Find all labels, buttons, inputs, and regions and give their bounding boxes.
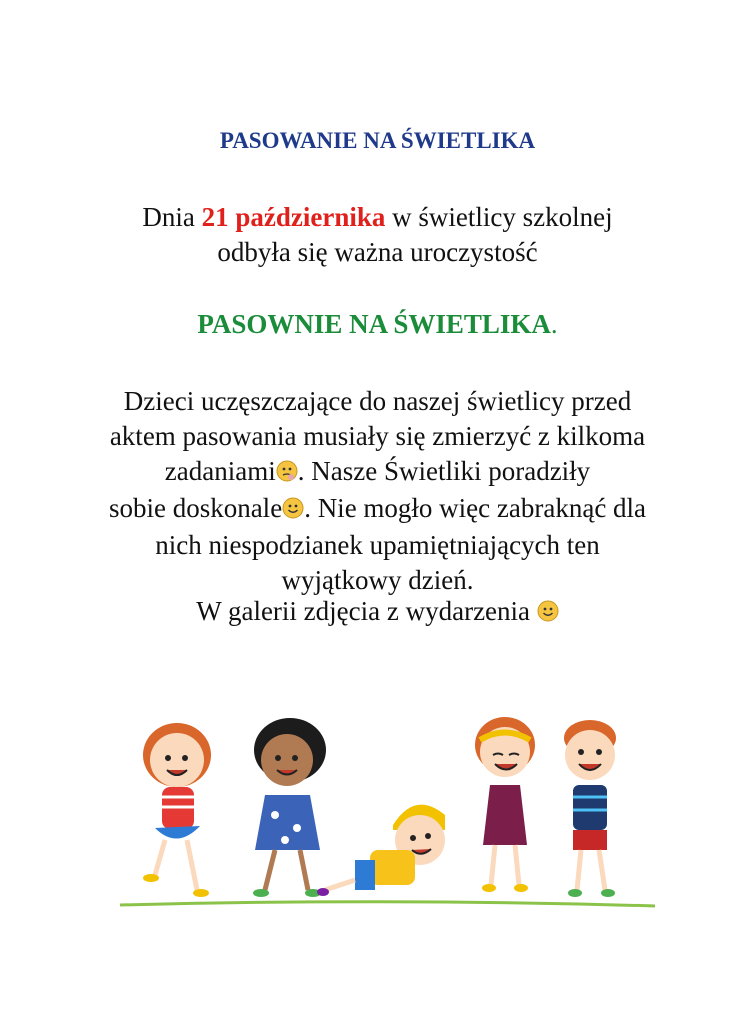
child-girl-dark-hair bbox=[253, 718, 326, 897]
child-boy-lying bbox=[317, 805, 445, 896]
child-girl-headband bbox=[475, 717, 535, 892]
body-paragraph bbox=[70, 384, 685, 598]
body-line-1: Dzieci uczęszczające do naszej świetlicy przed bbox=[123, 386, 632, 416]
gallery-text: W galerii zdjęcia z wydarzenia bbox=[196, 596, 537, 626]
intro-line-2: odbyła się ważna uroczystość bbox=[217, 237, 538, 267]
body-line-4-start: sobie doskonale bbox=[108, 493, 283, 523]
body-line-4-end: . Nie mogło więc zabraknąć dla bbox=[304, 493, 647, 523]
body-line-3 bbox=[70, 454, 685, 491]
event-name bbox=[0, 309, 755, 340]
child-girl-red-hair bbox=[143, 723, 211, 897]
smile-emoji-icon bbox=[537, 598, 559, 629]
gallery-line bbox=[0, 596, 755, 629]
body-line-3-start: zadaniami bbox=[164, 456, 276, 486]
intro-line-1 bbox=[0, 200, 755, 235]
body-line-4 bbox=[70, 491, 685, 528]
event-name-dot: . bbox=[550, 309, 558, 339]
body-line-5: nich niespodzianek upamiętniających ten bbox=[155, 530, 600, 560]
child-boy-striped bbox=[564, 720, 616, 897]
intro-paragraph bbox=[0, 200, 755, 270]
body-line-3-end: . Nasze Świetliki poradziły bbox=[297, 456, 591, 486]
event-date: 21 października bbox=[201, 202, 386, 232]
intro-suffix: w świetlicy szkolnej bbox=[385, 202, 613, 232]
children-illustration bbox=[115, 700, 660, 915]
body-line-6: wyjątkowy dzień. bbox=[281, 565, 474, 595]
event-name-text: PASOWNIE NA ŚWIETLIKA bbox=[197, 309, 551, 339]
page-title: PASOWANIE NA ŚWIETLIKA bbox=[219, 128, 536, 153]
body-line-2: aktem pasowania musiały się zmierzyć z kilkoma bbox=[109, 421, 646, 451]
thinking-emoji-icon bbox=[276, 456, 298, 491]
intro-prefix: Dnia bbox=[142, 202, 202, 232]
smile-emoji-icon bbox=[282, 493, 304, 528]
